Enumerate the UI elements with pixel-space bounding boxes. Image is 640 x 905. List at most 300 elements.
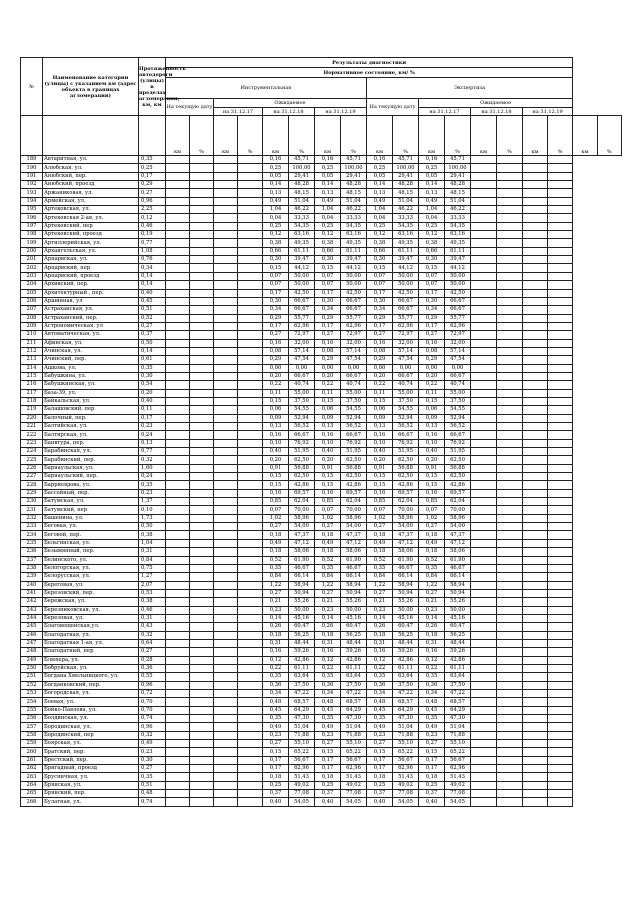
value-cell — [214, 681, 238, 689]
value-cell — [190, 339, 214, 347]
value-cell — [214, 798, 238, 806]
value-cell — [190, 423, 214, 431]
value-cell: 52,94 — [445, 414, 471, 422]
value-cell: 63,16 — [341, 231, 367, 239]
row-number-cell: 246 — [21, 631, 43, 639]
value-cell — [497, 664, 523, 672]
length-cell: 0,28 — [139, 656, 166, 664]
value-cell — [166, 306, 190, 314]
value-cell — [238, 631, 263, 639]
table-row — [21, 289, 622, 297]
value-cell — [497, 781, 523, 789]
value-cell — [214, 431, 238, 439]
value-cell — [166, 389, 190, 397]
value-cell: 0,37 — [419, 790, 445, 798]
value-cell: 44,12 — [341, 264, 367, 272]
table-row — [21, 448, 622, 456]
value-cell: 0,85 — [419, 498, 445, 506]
value-cell: 0,16 — [263, 339, 289, 347]
value-cell — [166, 531, 190, 539]
diagnostics-table — [20, 57, 622, 807]
row-number-cell: 242 — [21, 598, 43, 606]
value-cell — [523, 531, 548, 539]
value-cell: 0,35 — [367, 715, 393, 723]
results-header: Результаты диагностики — [166, 58, 573, 68]
value-cell — [548, 681, 573, 689]
street-name-cell: Брянская, ул. — [43, 781, 139, 789]
value-cell: 0,35 — [263, 564, 289, 572]
value-cell: 62,96 — [341, 765, 367, 773]
value-cell: 0,15 — [263, 748, 289, 756]
value-cell: 46,22 — [341, 206, 367, 214]
value-cell — [497, 306, 523, 314]
value-cell: 69,57 — [289, 489, 315, 497]
value-cell: 0,17 — [419, 289, 445, 297]
value-cell: 49,35 — [445, 239, 471, 247]
value-cell — [214, 339, 238, 347]
value-cell: 54,00 — [289, 523, 315, 531]
value-cell — [190, 322, 214, 330]
value-cell: 0,15 — [367, 748, 393, 756]
row-number-cell: 189 — [21, 156, 43, 164]
value-cell: 0,15 — [263, 397, 289, 405]
value-cell: 0,34 — [367, 306, 393, 314]
table-row — [21, 381, 622, 389]
value-cell: 55,00 — [445, 389, 471, 397]
value-cell — [238, 222, 263, 230]
value-cell: 64,29 — [445, 706, 471, 714]
value-cell — [523, 197, 548, 205]
value-cell — [190, 664, 214, 672]
value-cell: 51,95 — [341, 448, 367, 456]
length-cell: 0,49 — [139, 740, 166, 748]
unit-km: км — [471, 116, 497, 156]
value-cell: 0,49 — [419, 539, 445, 547]
value-cell — [214, 765, 238, 773]
value-cell — [471, 156, 497, 164]
value-cell: 55,00 — [393, 389, 419, 397]
value-cell: 64,29 — [393, 706, 419, 714]
value-cell: 0,10 — [367, 439, 393, 447]
value-cell: 0,66 — [315, 247, 341, 255]
value-cell: 0,11 — [263, 389, 289, 397]
value-cell: 0,35 — [315, 673, 341, 681]
row-number-cell: 238 — [21, 564, 43, 572]
value-cell: 62,50 — [289, 456, 315, 464]
unit-km: км — [573, 116, 597, 156]
value-cell — [548, 656, 573, 664]
length-cell: 0,55 — [139, 673, 166, 681]
value-cell — [523, 381, 548, 389]
value-cell — [523, 589, 548, 597]
value-cell: 71,88 — [445, 731, 471, 739]
value-cell — [190, 181, 214, 189]
value-cell — [166, 581, 190, 589]
value-cell — [471, 723, 497, 731]
value-cell: 62,96 — [289, 765, 315, 773]
value-cell — [214, 773, 238, 781]
table-row — [21, 164, 622, 172]
value-cell: 49,35 — [341, 239, 367, 247]
table-row — [21, 656, 622, 664]
value-cell — [166, 347, 190, 355]
row-number-cell: 207 — [21, 306, 43, 314]
value-cell: 0,34 — [419, 306, 445, 314]
row-number-cell: 233 — [21, 523, 43, 531]
value-cell: 0,07 — [367, 281, 393, 289]
value-cell: 32,00 — [393, 339, 419, 347]
value-cell — [471, 281, 497, 289]
value-cell: 1,22 — [263, 581, 289, 589]
value-cell: 0,49 — [263, 539, 289, 547]
value-cell: 0,17 — [315, 289, 341, 297]
value-cell — [471, 439, 497, 447]
value-cell — [190, 272, 214, 280]
value-cell: 0,36 — [367, 681, 393, 689]
value-cell: 44,12 — [393, 264, 419, 272]
value-cell — [471, 748, 497, 756]
value-cell: 0,06 — [315, 406, 341, 414]
value-cell — [238, 548, 263, 556]
value-cell — [497, 448, 523, 456]
value-cell: 47,30 — [393, 715, 419, 723]
value-cell: 54,00 — [341, 523, 367, 531]
street-name-cell: Бородинский, пер — [43, 731, 139, 739]
value-cell: 44,12 — [289, 264, 315, 272]
value-cell: 66,67 — [445, 431, 471, 439]
length-cell: 0,32 — [139, 456, 166, 464]
street-name-cell: База-39, ул. — [43, 389, 139, 397]
value-cell: 0,12 — [315, 231, 341, 239]
value-cell: 0,34 — [419, 690, 445, 698]
value-cell — [190, 464, 214, 472]
value-cell: 0,49 — [367, 539, 393, 547]
value-cell — [497, 489, 523, 497]
value-cell — [471, 740, 497, 748]
street-name-cell: Автоматическая, ул. — [43, 331, 139, 339]
value-cell — [523, 306, 548, 314]
value-cell: 0,52 — [263, 556, 289, 564]
value-cell — [166, 639, 190, 647]
value-cell: 56,67 — [445, 756, 471, 764]
value-cell: 42,86 — [289, 656, 315, 664]
value-cell — [238, 690, 263, 698]
value-cell — [190, 681, 214, 689]
value-cell: 100,00 — [289, 164, 315, 172]
value-cell: 0,49 — [419, 197, 445, 205]
value-cell: 54,05 — [289, 798, 315, 806]
value-cell — [497, 423, 523, 431]
row-number-cell: 195 — [21, 206, 43, 214]
value-cell — [523, 214, 548, 222]
value-cell: 68,57 — [393, 698, 419, 706]
length-cell: 0,32 — [139, 731, 166, 739]
value-cell: 63,16 — [289, 231, 315, 239]
street-name-cell: Астраханская, ул. — [43, 306, 139, 314]
value-cell: 0,27 — [367, 740, 393, 748]
value-cell — [497, 598, 523, 606]
length-cell: 1,60 — [139, 464, 166, 472]
value-cell: 56,52 — [341, 423, 367, 431]
value-cell: 56,88 — [289, 464, 315, 472]
value-cell — [214, 297, 238, 305]
value-cell — [471, 523, 497, 531]
length-cell: 0,96 — [139, 681, 166, 689]
value-cell: 66,14 — [393, 573, 419, 581]
value-cell: 0,06 — [419, 406, 445, 414]
value-cell: 0,15 — [367, 473, 393, 481]
value-cell: 0,26 — [419, 623, 445, 631]
value-cell: 50,00 — [445, 606, 471, 614]
length-cell: 0,96 — [139, 197, 166, 205]
value-cell: 68,57 — [289, 698, 315, 706]
value-cell: 0,15 — [263, 481, 289, 489]
value-cell — [166, 473, 190, 481]
value-cell: 55,77 — [393, 314, 419, 322]
value-cell — [238, 564, 263, 572]
instr-expected-header: Ожидаемое — [214, 99, 367, 108]
value-cell — [190, 231, 214, 239]
length-cell: 0,50 — [139, 339, 166, 347]
value-cell — [190, 556, 214, 564]
value-cell: 46,67 — [341, 564, 367, 572]
table-row — [21, 631, 622, 639]
value-cell: 66,67 — [393, 431, 419, 439]
value-cell: 76,92 — [289, 439, 315, 447]
value-cell: 49,02 — [341, 781, 367, 789]
value-cell: 54,35 — [393, 222, 419, 230]
length-cell: 0,35 — [139, 156, 166, 164]
value-cell: 50,00 — [445, 281, 471, 289]
value-cell — [214, 715, 238, 723]
length-cell: 1,27 — [139, 573, 166, 581]
row-number-cell: 196 — [21, 214, 43, 222]
value-cell: 0,22 — [315, 664, 341, 672]
value-cell: 50,94 — [445, 589, 471, 597]
value-cell: 68,57 — [445, 698, 471, 706]
value-cell — [548, 214, 573, 222]
value-cell: 56,25 — [445, 631, 471, 639]
row-number-cell: 243 — [21, 606, 43, 614]
value-cell — [190, 631, 214, 639]
street-name-cell: Братский, пер. — [43, 748, 139, 756]
value-cell: 58,06 — [445, 548, 471, 556]
value-cell — [523, 331, 548, 339]
street-name-cell: Барнаульская, ул. — [43, 464, 139, 472]
street-name-cell: Болдинская, ул. — [43, 715, 139, 723]
col-number-header: № — [21, 58, 43, 116]
value-cell — [523, 189, 548, 197]
value-cell — [548, 423, 573, 431]
value-cell: 58,96 — [341, 514, 367, 522]
value-cell — [548, 539, 573, 547]
value-cell — [471, 389, 497, 397]
row-number-cell: 254 — [21, 698, 43, 706]
value-cell — [471, 514, 497, 522]
value-cell — [471, 614, 497, 622]
value-cell: 0,16 — [263, 489, 289, 497]
value-cell: 47,37 — [445, 531, 471, 539]
value-cell — [166, 222, 190, 230]
value-cell — [214, 289, 238, 297]
value-cell — [471, 247, 497, 255]
value-cell — [548, 322, 573, 330]
table-body — [21, 156, 622, 807]
street-name-cell: Балочный, пер. — [43, 414, 139, 422]
value-cell: 0,38 — [263, 239, 289, 247]
value-cell: 0,11 — [315, 389, 341, 397]
table-row — [21, 473, 622, 481]
value-cell — [238, 539, 263, 547]
value-cell: 48,44 — [341, 639, 367, 647]
value-cell — [523, 397, 548, 405]
value-cell: 62,04 — [445, 498, 471, 506]
value-cell — [548, 156, 573, 164]
value-cell: 0,18 — [315, 631, 341, 639]
value-cell — [548, 172, 573, 180]
street-name-cell: Армейская, ул. — [43, 197, 139, 205]
value-cell: 0,49 — [315, 197, 341, 205]
row-number-cell: 225 — [21, 456, 43, 464]
value-cell: 0,25 — [367, 164, 393, 172]
value-cell: 0,15 — [315, 748, 341, 756]
value-cell — [238, 531, 263, 539]
value-cell — [471, 356, 497, 364]
value-cell: 0,40 — [367, 798, 393, 806]
value-cell: 0,21 — [367, 598, 393, 606]
value-cell: 0,27 — [263, 740, 289, 748]
value-cell: 58,96 — [445, 514, 471, 522]
value-cell — [166, 214, 190, 222]
value-cell: 0,16 — [419, 431, 445, 439]
value-cell: 1,04 — [263, 206, 289, 214]
value-cell — [190, 281, 214, 289]
value-cell — [166, 339, 190, 347]
value-cell: 0,15 — [419, 481, 445, 489]
value-cell — [166, 172, 190, 180]
value-cell — [548, 639, 573, 647]
value-cell — [497, 289, 523, 297]
value-cell — [523, 356, 548, 364]
value-cell: 0,16 — [367, 648, 393, 656]
value-cell: 47,37 — [341, 531, 367, 539]
value-cell — [214, 556, 238, 564]
value-cell: 50,00 — [393, 272, 419, 280]
value-cell: 0,23 — [367, 606, 393, 614]
value-cell: 0,16 — [419, 489, 445, 497]
value-cell — [548, 715, 573, 723]
value-cell — [214, 381, 238, 389]
value-cell: 0,12 — [367, 656, 393, 664]
value-cell — [214, 331, 238, 339]
value-cell — [214, 189, 238, 197]
value-cell — [523, 765, 548, 773]
length-cell: 0,50 — [139, 523, 166, 531]
length-cell: 0,77 — [139, 448, 166, 456]
value-cell: 64,29 — [289, 706, 315, 714]
row-number-cell: 234 — [21, 531, 43, 539]
value-cell: 0,27 — [315, 589, 341, 597]
value-cell — [548, 289, 573, 297]
street-name-cell: Бобруйская, ул. — [43, 664, 139, 672]
value-cell — [471, 589, 497, 597]
value-cell: 0,21 — [263, 598, 289, 606]
value-cell — [214, 464, 238, 472]
value-cell: 42,50 — [289, 289, 315, 297]
row-number-cell: 210 — [21, 331, 43, 339]
value-cell: 0,34 — [263, 690, 289, 698]
value-cell: 47,54 — [289, 356, 315, 364]
value-cell: 0,29 — [263, 314, 289, 322]
value-cell — [190, 306, 214, 314]
street-name-cell: Астрономическая, ул — [43, 322, 139, 330]
instr-2017-header: на 31.12.17 — [214, 108, 263, 116]
value-cell — [523, 414, 548, 422]
value-cell: 0,13 — [263, 189, 289, 197]
length-cell: 0,27 — [139, 648, 166, 656]
row-number-cell: 247 — [21, 639, 43, 647]
value-cell: 0,16 — [367, 339, 393, 347]
value-cell: 60,47 — [445, 623, 471, 631]
row-number-cell: 194 — [21, 197, 43, 205]
value-cell — [471, 347, 497, 355]
value-cell — [497, 206, 523, 214]
value-cell — [238, 306, 263, 314]
value-cell — [548, 606, 573, 614]
table-row — [21, 189, 622, 197]
length-cell: 0,10 — [139, 506, 166, 514]
value-cell: 0,23 — [315, 606, 341, 614]
value-cell: 0,17 — [263, 765, 289, 773]
value-cell: 49,35 — [289, 239, 315, 247]
value-cell — [523, 297, 548, 305]
value-cell — [166, 414, 190, 422]
value-cell: 51,04 — [341, 197, 367, 205]
value-cell — [497, 606, 523, 614]
table-row — [21, 364, 622, 372]
value-cell: 0,20 — [419, 372, 445, 380]
value-cell — [238, 389, 263, 397]
length-cell: 0,11 — [139, 406, 166, 414]
value-cell — [471, 289, 497, 297]
value-cell: 0,18 — [315, 548, 341, 556]
value-cell: 33,33 — [445, 214, 471, 222]
value-cell — [214, 172, 238, 180]
value-cell: 65,22 — [393, 748, 419, 756]
value-cell — [238, 798, 263, 806]
value-cell — [497, 548, 523, 556]
length-cell: 0,17 — [139, 414, 166, 422]
value-cell: 0,22 — [367, 664, 393, 672]
value-cell — [471, 673, 497, 681]
street-name-cell: Анюбский, проезд — [43, 181, 139, 189]
value-cell: 52,94 — [393, 414, 419, 422]
value-cell — [166, 781, 190, 789]
value-cell — [190, 673, 214, 681]
value-cell — [166, 731, 190, 739]
street-name-cell: Анюбский, пер. — [43, 172, 139, 180]
value-cell: 47,22 — [341, 690, 367, 698]
length-cell: 1,04 — [139, 539, 166, 547]
value-cell — [548, 356, 573, 364]
value-cell: 77,08 — [393, 790, 419, 798]
value-cell — [471, 706, 497, 714]
value-cell: 58,94 — [341, 581, 367, 589]
value-cell: 58,06 — [393, 548, 419, 556]
value-cell — [190, 481, 214, 489]
value-cell: 63,64 — [445, 673, 471, 681]
value-cell: 0,14 — [419, 614, 445, 622]
